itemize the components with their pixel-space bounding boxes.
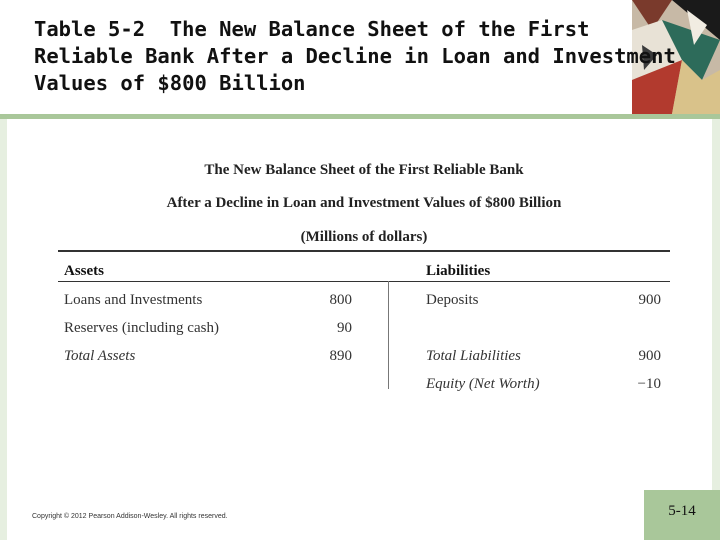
left-accent-bar bbox=[0, 119, 7, 540]
slide-title-number: Table 5-2 bbox=[34, 17, 146, 41]
asset-label: Loans and Investments bbox=[64, 292, 203, 308]
table-title: The New Balance Sheet of the First Reliable Bank bbox=[204, 162, 524, 178]
column-divider bbox=[388, 281, 389, 389]
copyright-notice: Copyright © 2012 Pearson Addison-Wesley. All rights reserved. bbox=[32, 513, 228, 520]
table-units: (Millions of dollars) bbox=[300, 229, 428, 245]
total-liabilities-label: Total Liabilities bbox=[426, 348, 521, 364]
equity-label: Equity (Net Worth) bbox=[426, 376, 540, 392]
slide-title-text: The New Balance Sheet of the First Reliable Bank After a Decline in Loan and Investment Values of $800 Billion bbox=[34, 17, 676, 95]
header-rule bbox=[58, 281, 670, 282]
slide-title bbox=[34, 16, 684, 97]
asset-value: 90 bbox=[337, 320, 352, 336]
table-top-rule bbox=[58, 250, 670, 252]
total-liabilities-value: 900 bbox=[638, 348, 661, 364]
page-number-box bbox=[644, 490, 720, 540]
liabilities-header: Liabilities bbox=[426, 263, 491, 279]
right-accent-bar bbox=[712, 119, 720, 490]
title-divider bbox=[0, 114, 720, 119]
page-number: 5-14 bbox=[668, 503, 696, 519]
liability-label: Deposits bbox=[426, 292, 479, 308]
asset-label: Reserves (including cash) bbox=[64, 320, 219, 336]
equity-value: −10 bbox=[637, 376, 661, 392]
asset-value: 800 bbox=[329, 292, 352, 308]
total-assets-value: 890 bbox=[329, 348, 352, 364]
assets-header: Assets bbox=[64, 263, 104, 279]
total-assets-label: Total Assets bbox=[64, 348, 136, 364]
liability-value: 900 bbox=[638, 292, 661, 308]
table-subtitle: After a Decline in Loan and Investment Values of $800 Billion bbox=[166, 195, 562, 211]
